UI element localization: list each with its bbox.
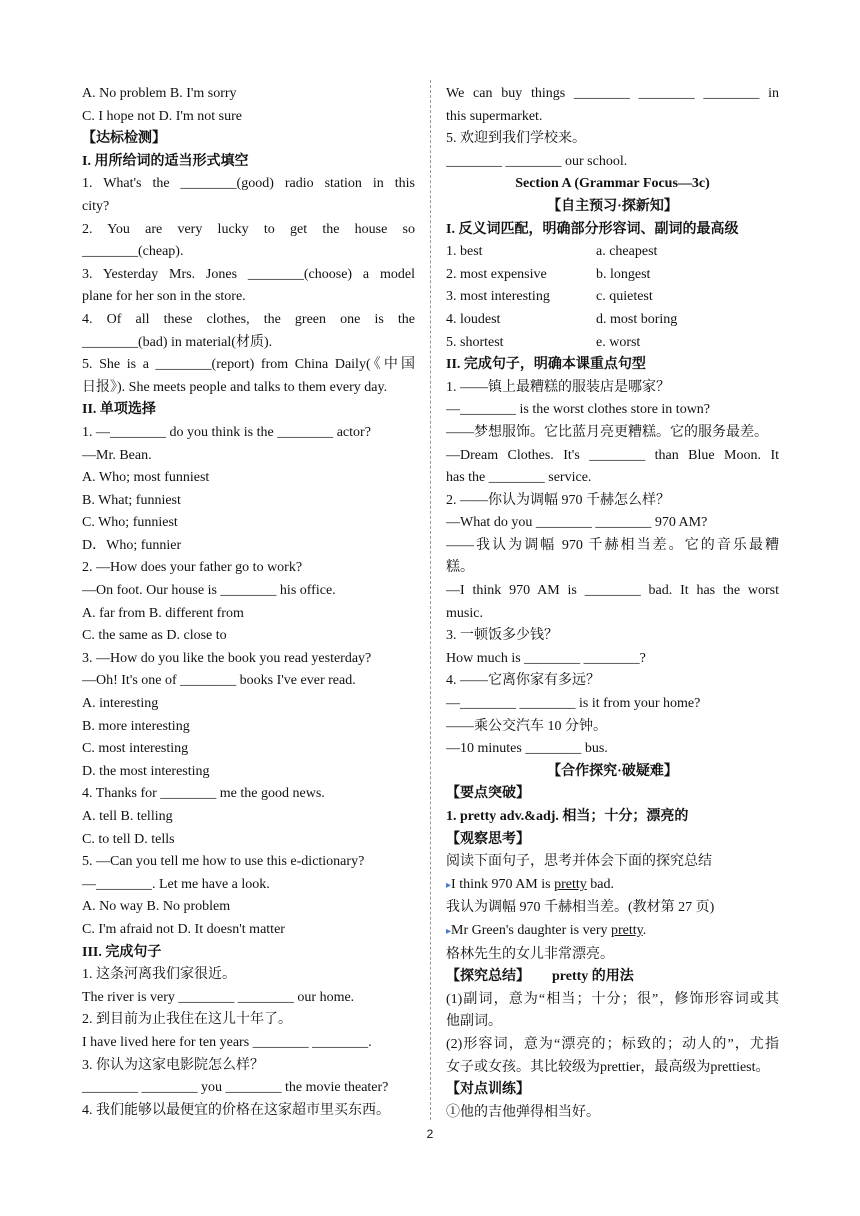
match-term: 1. best [446,244,483,260]
left-line: D. the most interesting [82,763,210,779]
right-match-row [446,309,779,332]
left-column [82,83,415,1122]
right-line: ——梦想服饰。它比蓝月亮更糟糕。它的服务最差。 [446,424,768,440]
left-line: 3. Yesterday Mrs. Jones ________(choose) a model [82,266,415,282]
left-line: —Mr. Bean. [82,447,152,463]
left-line: B. more interesting [82,718,190,734]
right-line: How much is ________ ________? [446,650,646,666]
left-line: A. No way B. No problem [82,899,231,915]
right-line: 【要点突破】 [446,786,530,802]
left-line: D．Who; funnier [82,537,182,553]
right-line: 【合作探究·破疑难】 [547,763,678,779]
right-line: 格林先生的女儿非常漂亮。 [446,946,614,962]
left-line: plane for her son in the store. [82,289,246,305]
left-line: —________. Let me have a look. [82,876,270,892]
right-line: ________ ________ our school. [446,153,628,169]
right-line: 2. ——你认为调幅 970 千赫怎么样？ [446,492,670,508]
left-line: C. most interesting [82,741,189,757]
right-line: —10 minutes ________ bus. [446,741,608,757]
right-line: 女子或女孩。其比较级为prettier，最高级为prettiest。 [446,1059,770,1075]
match-term: 4. loudest [446,311,501,327]
right-column [446,83,779,1124]
left-line: ________(cheap). [82,244,184,260]
left-line: 5. She is a ________(report) from China Daily(《中国 [82,357,415,373]
right-line: Section A (Grammar Focus—3c) [515,176,710,192]
left-line: 4. Thanks for ________ me the good news. [82,786,325,802]
left-line: C. I hope not D. I'm not sure [82,108,243,124]
right-line: II. 完成句子，明确本课重点句型 [446,357,646,373]
right-line: —________ ________ is it from your home? [446,696,701,712]
example-text: Mr Green's daughter is very [451,922,612,938]
right-line: 【观察思考】 [446,831,530,847]
left-line: 1. —________ do you think is the ________ actor? [82,424,371,440]
right-example-sentence [446,920,779,944]
left-line: 4. 我们能够以最便宜的价格在这家超市里买东西。 [82,1102,390,1118]
left-line: I. 用所给词的适当形式填空 [82,153,249,169]
right-line: 糕。 [446,560,474,576]
left-line: —Oh! It's one of ________ books I've ever read. [82,673,356,689]
right-line: 3. 一顿饭多少钱？ [446,628,558,644]
left-line: II. 单项选择 [82,402,156,418]
left-line: ________ ________ you ________ the movie theater? [82,1080,389,1096]
right-match-row [446,264,779,287]
right-line: has the ________ service. [446,470,592,486]
left-line: C. I'm afraid not D. It doesn't matter [82,921,285,937]
match-term: 5. shortest [446,334,504,350]
left-line: A. Who; most funniest [82,470,210,486]
left-line: C. to tell D. tells [82,831,175,847]
column-divider [430,80,431,1120]
bullet-arrow-icon: ▸ [446,925,452,937]
underlined-word: pretty [554,876,587,892]
match-term: 2. most expensive [446,266,547,282]
left-line: 3. 你认为这家电影院怎么样？ [82,1057,264,1073]
right-line: —What do you ________ ________ 970 AM? [446,515,708,531]
right-line: 他副词。 [446,1014,502,1030]
left-line: 2. —How does your father go to work? [82,560,303,576]
right-line: 1. ——镇上最糟糕的服装店是哪家？ [446,379,670,395]
right-line: ①他的吉他弹得相当好。 [446,1104,600,1120]
right-match-row [446,332,779,355]
match-option: d. most boring [596,311,678,327]
left-line: III. 完成句子 [82,944,162,960]
example-text: bad. [586,876,614,892]
left-line: 3. —How do you like the book you read yesterday? [82,650,372,666]
left-line: 1. 这条河离我们家很近。 [82,967,236,983]
left-line: A. tell B. telling [82,809,173,824]
left-line: 5. —Can you tell me how to use this e-dictionary? [82,854,365,870]
right-line: 5. 欢迎到我们学校来。 [446,131,586,147]
right-line: 【自主预习·探新知】 [547,198,678,214]
left-line: A. far from B. different from [82,605,244,621]
right-line: 【对点训练】 [446,1082,530,1098]
right-line: —Dream Clothes. It's ________ than Blue Moon. It [446,447,779,463]
right-line: 阅读下面句子，思考并体会下面的探究总结 [446,854,712,870]
right-line: music. [446,605,483,621]
left-line: C. Who; funniest [82,515,178,531]
summary-label: 【探究总结】 [446,969,530,985]
example-text: I think 970 AM is [451,876,555,892]
right-example-sentence [446,874,779,898]
match-option: a. cheapest [596,244,658,260]
left-line: 日报》). She meets people and talks to them every day. [82,379,388,395]
example-text: . [642,922,647,938]
right-line: 1. pretty adv.&adj. 相当；十分；漂亮的 [446,809,689,824]
right-line: ——乘公交汽车 10 分钟。 [446,718,607,734]
right-match-row [446,286,779,309]
match-term: 3. most interesting [446,289,550,305]
right-line: (2)形容词，意为“漂亮的；标致的；动人的”，尤指 [446,1036,779,1052]
left-line: A. No problem B. I'm sorry [82,86,237,101]
right-line: —I think 970 AM is ________ bad. It has the worst [446,583,779,599]
left-line: A. interesting [82,696,159,712]
summary-topic: pretty 的用法 [552,969,634,985]
right-line: —________ is the worst clothes store in town? [446,402,711,418]
left-line: 【达标检测】 [82,131,166,147]
right-summary-heading [446,966,779,989]
left-line: 1. What's the ________(good) radio station in this [82,176,415,192]
right-match-row [446,241,779,264]
right-line: this supermarket. [446,108,543,124]
left-line: I have lived here for ten years ________ ________. [82,1034,372,1050]
match-option: b. longest [596,266,651,282]
underlined-word: pretty [611,922,643,938]
left-line: B. What; funniest [82,492,181,508]
right-line: 我认为调幅 970 千赫相当差。(教材第 27 页) [446,900,715,916]
left-line: city? [82,198,110,214]
right-line: We can buy things ________ ________ ________ in [446,86,779,101]
left-line: ________(bad) in material(材质). [82,334,273,350]
right-line: 4. ——它离你家有多远？ [446,673,600,689]
left-line: C. the same as D. close to [82,628,227,644]
bullet-arrow-icon: ▸ [446,879,452,891]
left-line: 2. 到目前为止我住在这儿十年了。 [82,1012,292,1028]
page-number: 2 [426,1127,434,1141]
left-line: 4. Of all these clothes, the green one is the [82,311,415,327]
right-line: I. 反义词匹配，明确部分形容词、副词的最高级 [446,221,739,237]
left-line: 2. You are very lucky to get the house so [82,221,415,237]
match-option: c. quietest [596,289,653,305]
left-line: The river is very ________ ________ our home. [82,989,355,1005]
right-line: ——我认为调幅 970 千赫相当差。它的音乐最糟 [446,537,779,553]
right-line: (1)副词，意为“相当；十分；很”，修饰形容词或其 [446,991,779,1007]
left-line: —On foot. Our house is ________ his office. [82,583,336,599]
match-option: e. worst [596,334,641,350]
